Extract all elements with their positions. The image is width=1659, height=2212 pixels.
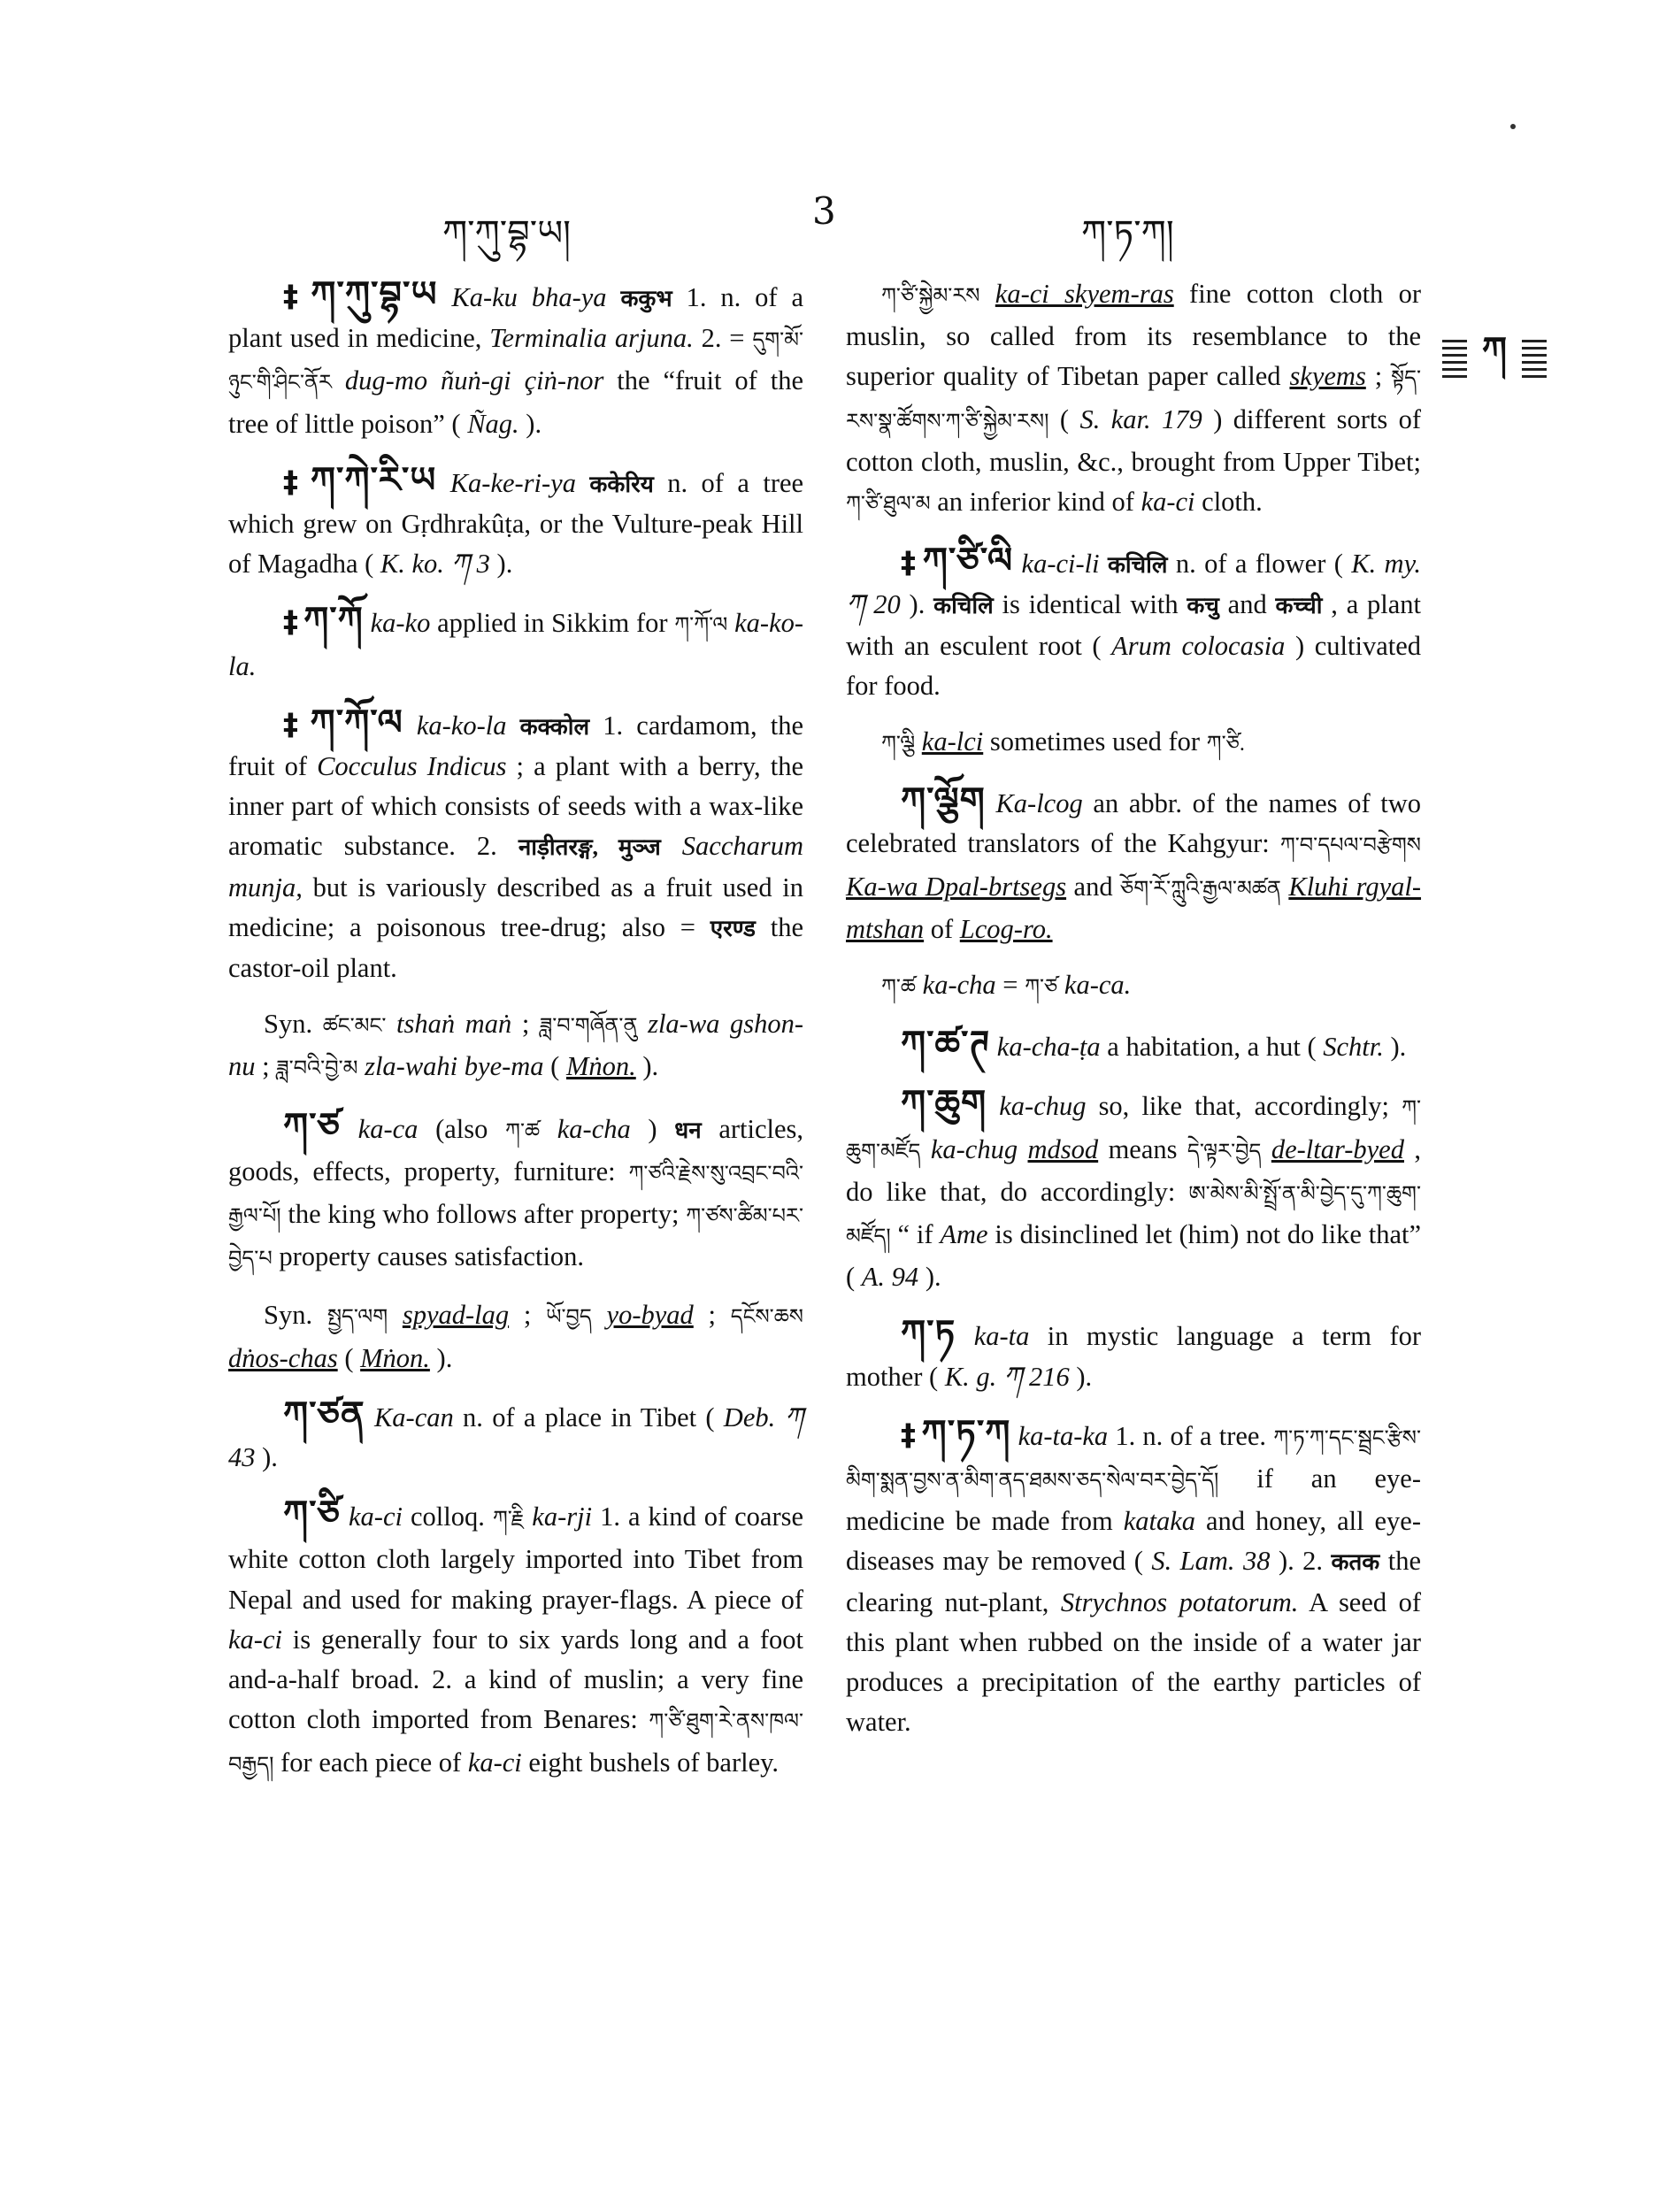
- definition-text: an inferior kind of: [937, 487, 1134, 518]
- transliteration: ka-ko-la: [416, 710, 507, 741]
- definition-text: ) cultivated for food.: [846, 630, 1422, 701]
- transliteration: ka-ko-la.: [228, 608, 804, 681]
- tibetan-text: ཨ་མེས་མི་སྤྲོ་ན་མི་བྱེད་དུ་ཀ་ཆུག་མཛོད།: [846, 1182, 1421, 1249]
- transliteration: Ka-ku bha-ya: [451, 282, 607, 312]
- definition-text: the king who follows after property;: [288, 1199, 680, 1230]
- sanskrit-origin-mark: ‡: [283, 279, 306, 314]
- transliteration: ka-ci: [228, 1624, 282, 1655]
- transliteration: Ñag.: [467, 408, 519, 439]
- transliteration: K. g. ཀ 216: [944, 1361, 1070, 1392]
- definition-text: in mystic language a term for mother (: [846, 1321, 1422, 1392]
- transliteration: Cocculus Indicus: [317, 751, 507, 782]
- definition-text: is disinclined let (him) not do like that” (: [846, 1219, 1422, 1293]
- sanskrit-term: कक्कोल: [519, 713, 590, 740]
- definition-text: , a plant with an esculent root (: [846, 589, 1422, 661]
- tibetan-text: ཅོག་རོ་ཀླུའི་རྒྱལ་མཚན: [1120, 877, 1281, 901]
- definition-text: 1. n. of a tree.: [1115, 1420, 1267, 1451]
- definition-text: the clearing nut-plant,: [846, 1546, 1421, 1617]
- definition-text: 1. a kind of coarse white cotton cloth largely imported into Tibet from Nepal and used for making prayer-flags. A piece of: [228, 1502, 804, 1615]
- definition-text: for each piece of: [280, 1747, 462, 1778]
- definition-text: ).: [909, 589, 926, 620]
- definition-text: the castor-oil plant.: [228, 911, 803, 984]
- tibetan-text: ཀ་ཙི.: [1206, 733, 1245, 757]
- definition-text: ;: [1374, 361, 1383, 392]
- transliteration: yo-byad: [606, 1300, 694, 1331]
- definition-text: ): [648, 1113, 657, 1144]
- sanskrit-origin-mark: ‡: [901, 545, 918, 581]
- transliteration: ka-chug: [930, 1133, 1018, 1164]
- transliteration: dṅos-chas: [228, 1342, 338, 1373]
- sanskrit-origin-mark: ‡: [283, 604, 299, 641]
- tibetan-text: ཀ་ཙི་སྐྱེམ་རས: [881, 285, 980, 308]
- transliteration: Lcog-ro.: [959, 913, 1053, 944]
- definition-text: ).: [526, 408, 542, 439]
- definition-text: (also: [435, 1113, 488, 1144]
- definition-text: property causes satisfaction.: [279, 1241, 585, 1272]
- definition-text: ;: [262, 1051, 270, 1082]
- transliteration: zla-wahi bye-ma: [365, 1051, 544, 1082]
- sanskrit-origin-mark: ‡: [283, 706, 305, 742]
- transliteration: dug-mo ñuṅ-gi çiṅ-nor: [344, 365, 604, 396]
- transliteration: Mṅon.: [565, 1051, 636, 1082]
- headword: ཀ་ཙི: [283, 1494, 341, 1534]
- transliteration: Strychnos potatorum.: [1060, 1586, 1299, 1617]
- definition-text: ;: [521, 1009, 530, 1040]
- transliteration: kataka: [1123, 1506, 1196, 1537]
- transliteration: skyems: [1289, 361, 1366, 392]
- definition-text: fine cotton cloth or muslin, so called from its resemblance to the superior quality of Tibetan paper called: [846, 279, 1422, 392]
- definition-text: means: [1108, 1133, 1178, 1164]
- transliteration: Ame: [940, 1219, 988, 1250]
- definition-text: , do like that, do accordingly:: [846, 1133, 1422, 1207]
- definition-text: (: [1059, 403, 1070, 434]
- transliteration: Deb. ཀ 43: [228, 1402, 803, 1473]
- transliteration: ka-cha-ṭa: [996, 1032, 1101, 1063]
- sanskrit-term: कचिलि: [1107, 552, 1168, 579]
- tibetan-text: ཡོ་བྱད: [546, 1306, 592, 1330]
- definition-text: n. of a flower (: [1175, 549, 1343, 580]
- tibetan-text: སྤྱད་ལག: [326, 1306, 388, 1330]
- definition-text: (: [550, 1051, 560, 1082]
- dictionary-entry: [846, 965, 1421, 1008]
- definition-text: and: [1227, 589, 1267, 620]
- tibetan-text: ཀ་ཙི་ཐུལ་མ: [846, 493, 931, 517]
- transliteration: ka-ci-li: [1021, 549, 1100, 580]
- headword: ཀ་ཀུ་བྷ་ཡ: [311, 274, 438, 314]
- transliteration: Schtr.: [1323, 1032, 1384, 1063]
- tibetan-text: ཀ་ཙི་ཐུག་རེ་ནས་ཁལ་བརྒྱད།: [228, 1710, 803, 1777]
- tibetan-text: ཀ་ཏ་ཀ་དང་སྦྲང་རྩིས་མིག་སྨན་བྱས་ན་མིག་ནད་ཐམས་ཅད་སེལ་བར་བྱེད་དོ།: [846, 1426, 1422, 1494]
- paper-speck: [1510, 124, 1516, 129]
- thumb-tab-letter: ཀ: [1481, 328, 1508, 371]
- transliteration: Ka-lcog: [995, 788, 1083, 819]
- definition-text: n. of a tree which grew on Gṛdhrakûṭa, or the Vulture-peak Hill of Magadha (: [228, 467, 804, 580]
- dictionary-entry: [846, 1313, 1421, 1396]
- tibetan-text: སྟོད་རས་སྣ་ཚོགས་ཀ་ཙི་སྐྱེམ་རས།: [846, 367, 1422, 434]
- definition-text: ).: [436, 1342, 453, 1373]
- definition-text: ; a plant with a berry, the inner part of which consists of seeds with a wax-like aromatic substance. 2.: [228, 751, 803, 862]
- dictionary-entry: [846, 274, 1421, 525]
- sanskrit-origin-mark: ‡: [901, 1417, 917, 1453]
- headword: ཀ་ཀེ་རི་ཡ: [310, 459, 437, 500]
- definition-text: ).: [1076, 1361, 1093, 1392]
- transliteration: mdsod: [1027, 1133, 1099, 1164]
- definition-text: ).: [1390, 1032, 1407, 1063]
- sanskrit-term: कतक: [1331, 1549, 1380, 1576]
- dictionary-entry: [846, 541, 1421, 706]
- transliteration: ka-ci: [349, 1502, 403, 1532]
- thumb-tab-lines-right: [1522, 340, 1547, 379]
- sanskrit-origin-mark: ‡: [283, 464, 305, 500]
- headword: ཀ་ཀོ: [303, 600, 364, 641]
- tibetan-text: ཀ་ལྕི: [881, 733, 916, 757]
- transliteration: Ka-wa Dpal-brtsegs: [846, 871, 1067, 902]
- definition-text: ).: [496, 549, 513, 580]
- transliteration: ka-ca.: [1064, 970, 1132, 1001]
- headword: ཀ་ཚ་ཊ: [901, 1024, 991, 1064]
- transliteration: tshaṅ maṅ: [396, 1009, 512, 1040]
- definition-text: 1. n. of a plant used in medicine,: [228, 282, 804, 354]
- transliteration: de-ltar-byed: [1271, 1133, 1404, 1164]
- tibetan-text: ཀ་ཀོ་ལ: [674, 614, 728, 638]
- definition-text: the “fruit of the tree of little poison” (: [228, 365, 804, 439]
- transliteration: Mṅon.: [360, 1342, 430, 1373]
- tibetan-text: ཚང་མང་: [322, 1015, 387, 1039]
- definition-text: n. of a place in Tibet (: [463, 1402, 715, 1432]
- sanskrit-term: कच्ची: [1275, 593, 1323, 619]
- definition-text: ;: [523, 1300, 532, 1331]
- headword: ཀ་ཏ: [901, 1313, 956, 1354]
- definition-text: if an eye-medicine be made from: [846, 1463, 1421, 1537]
- tibetan-text: དངོས་ཆས: [730, 1306, 804, 1330]
- dictionary-entry: [846, 780, 1421, 949]
- definition-text: applied in Sikkim for: [437, 608, 668, 639]
- transliteration: ka-lci: [921, 726, 984, 757]
- right-column: [846, 274, 1421, 1759]
- transliteration: Arum colocasia: [1111, 630, 1286, 661]
- transliteration: Ka-can: [373, 1402, 454, 1432]
- transliteration: ka-cha: [922, 970, 996, 1001]
- dictionary-entry: [846, 1413, 1421, 1743]
- synonym-line: [228, 1295, 803, 1378]
- definition-text: Syn.: [264, 1300, 313, 1331]
- dictionary-entry: [228, 274, 803, 444]
- thumb-tab-lines-left: [1442, 340, 1467, 379]
- tibetan-text: དུག་མོ་ཉུང་གི་ཤིང་ནོར: [228, 329, 804, 396]
- definition-text: an abbr. of the names of two celebrated translators of the Kahgyur:: [846, 788, 1422, 859]
- tibetan-text: ཀ་ཚ: [505, 1119, 541, 1143]
- headword: ཀ་ཏ་ཀ: [921, 1412, 1011, 1453]
- definition-text: eight bushels of barley.: [528, 1747, 780, 1778]
- sanskrit-term: कचु: [1187, 593, 1219, 619]
- transliteration: A. 94: [861, 1262, 919, 1293]
- running-head-right: ཀ་ཏ་ཀ།: [1081, 213, 1174, 254]
- dictionary-entry: [228, 600, 803, 686]
- headword: ཀ་ཙན: [283, 1394, 365, 1434]
- definition-text: A seed of this plant when rubbed on the inside of a water jar produces a precipitation of the earthy particles of water.: [846, 1586, 1421, 1738]
- tibetan-text: ཀ་ཆུག་མཛོད: [846, 1097, 1422, 1164]
- dictionary-entry: [846, 1083, 1421, 1297]
- transliteration: ka-ci: [467, 1747, 522, 1778]
- transliteration: ka-ci skyem-ras: [995, 279, 1174, 309]
- dictionary-entry: [846, 722, 1421, 764]
- tibetan-text: ཀ་ཙས་ཚིམ་པར་བྱེད་པ: [228, 1205, 804, 1271]
- transliteration: Ka-ke-ri-ya: [449, 467, 576, 498]
- definition-text: ).: [925, 1262, 941, 1293]
- definition-text: but is variously described as a fruit used in medicine; a poisonous tree-drug; also =: [228, 872, 804, 942]
- transliteration: ka-ko: [370, 608, 431, 639]
- tibetan-text: ཟླ་བའི་བྱེ་མ: [276, 1057, 358, 1081]
- definition-text: cloth.: [1202, 487, 1263, 518]
- definition-text: and honey, all eye-diseases may be removed (: [846, 1506, 1421, 1577]
- headword: ཀ་ཙི་ལི: [922, 541, 1014, 581]
- sanskrit-term: कचिलि: [933, 593, 994, 619]
- transliteration: ka-ci: [1141, 487, 1195, 518]
- definition-text: colloq.: [411, 1502, 485, 1532]
- transliteration: Kluhi rgyal-mtshan: [846, 871, 1422, 944]
- left-column: [228, 274, 803, 1801]
- transliteration: ka-ta-ka: [1018, 1420, 1109, 1451]
- dictionary-entry: [228, 1394, 803, 1478]
- headword: ཀ་ལྕོག: [901, 780, 986, 821]
- headword: ཀ་ཆུག: [901, 1083, 987, 1124]
- dictionary-entry: [228, 1494, 803, 1785]
- transliteration: K. ko. ཀ 3: [380, 549, 490, 580]
- sanskrit-term: ककेरिय: [589, 471, 654, 497]
- sanskrit-term: एरण्ड: [710, 915, 756, 941]
- tibetan-text: ཀ་བ་དཔལ་བརྩེགས: [1279, 834, 1422, 858]
- definition-text: a habitation, a hut (: [1107, 1032, 1317, 1063]
- transliteration: S. Lam. 38: [1151, 1546, 1271, 1577]
- transliteration: ka-rji: [532, 1502, 593, 1532]
- definition-text: of: [930, 913, 954, 944]
- definition-text: =: [1002, 970, 1018, 1001]
- transliteration: ka-ta: [973, 1321, 1030, 1352]
- definition-text: sometimes used for: [989, 726, 1201, 757]
- definition-text: ) different sorts of cotton cloth, muslin, &c., brought from Upper Tibet;: [846, 403, 1422, 477]
- transliteration: zla-wa gshon-nu: [228, 1009, 804, 1082]
- transliteration: ka-cha: [557, 1113, 631, 1144]
- headword: ཀ་ཙ: [283, 1105, 341, 1146]
- tibetan-text: ཀ་ཙའི་རྗེས་སུ་འབྲང་བའི་རྒྱལ་པོ།: [228, 1162, 803, 1229]
- definition-text: Syn.: [264, 1009, 313, 1040]
- definition-text: 1. cardamom, the fruit of: [228, 710, 804, 782]
- dictionary-entry: [228, 1106, 803, 1280]
- running-head-left: ཀ་ཀུ་བྷ་ཡ།: [442, 213, 572, 254]
- tibetan-text: དེ་ལྟར་བྱེད: [1187, 1140, 1262, 1164]
- definition-text: and: [1073, 871, 1113, 902]
- tibetan-text: ཀ་ཚ: [881, 976, 917, 1000]
- definition-text: ).: [262, 1442, 278, 1473]
- page-number: 3: [812, 189, 836, 233]
- thumb-index-tab: [1442, 328, 1547, 384]
- transliteration: K. my. ཀ 20: [846, 549, 1422, 620]
- sanskrit-term: ककुभ: [620, 286, 672, 311]
- definition-text: ). 2.: [1278, 1546, 1324, 1577]
- definition-text: so, like that, accordingly;: [1098, 1091, 1390, 1122]
- tibetan-text: ཀ་ཙ: [1025, 976, 1058, 1000]
- transliteration: spyad-lag: [402, 1300, 510, 1331]
- transliteration: Saccharum munja,: [228, 831, 804, 902]
- transliteration: S. kar. 179: [1079, 403, 1202, 434]
- dictionary-entry: [846, 1024, 1421, 1067]
- definition-text: is identical with: [1002, 589, 1179, 620]
- dictionary-entry: [228, 460, 803, 585]
- dictionary-entry: [228, 703, 803, 988]
- transliteration: Terminalia arjuna.: [489, 323, 694, 354]
- definition-text: (: [344, 1342, 354, 1373]
- tibetan-text: ཀ་རྗི: [492, 1508, 525, 1532]
- definition-text: “ if: [897, 1219, 933, 1250]
- definition-text: ;: [708, 1300, 716, 1331]
- transliteration: ka-ca: [357, 1113, 419, 1144]
- definition-text: is generally four to six yards long and a foot and-a-half broad. 2. a kind of muslin; a very fine cotton cloth imported from Benares:: [228, 1624, 803, 1735]
- sanskrit-term: नाड़ीतरङ्ग, मुञ्ज: [518, 834, 661, 861]
- definition-text: articles, goods, effects, property, furniture:: [228, 1113, 804, 1187]
- sanskrit-term: धन: [674, 1117, 702, 1143]
- headword: ཀ་ཀོ་ལ: [310, 702, 403, 742]
- tibetan-text: ཟླ་བ་གཞོན་ནུ: [539, 1015, 638, 1039]
- synonym-line: [228, 1004, 803, 1089]
- definition-text: 2. =: [701, 323, 745, 354]
- definition-text: ).: [642, 1051, 659, 1082]
- transliteration: ka-chug: [999, 1091, 1087, 1122]
